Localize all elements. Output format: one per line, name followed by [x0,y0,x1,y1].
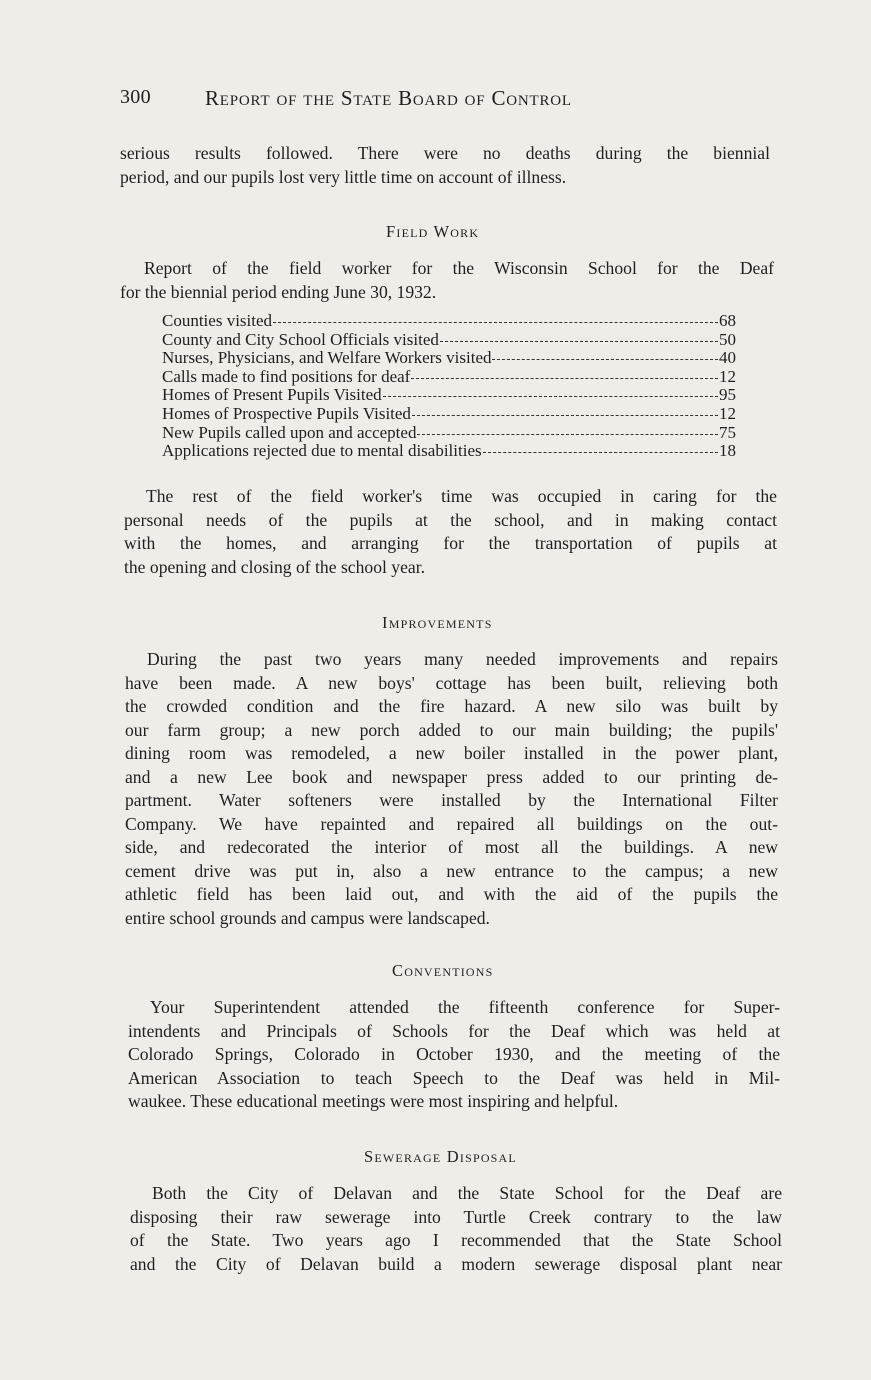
field-work-intro [120,257,774,304]
text-line: Report of the field worker for the Wisconsin School for the Deaf [144,258,774,278]
text-line: the opening and closing of the school year. [124,556,425,577]
text-line: The rest of the field worker's time was occupied in caring for the [146,486,777,506]
text-line: of the State. Two years ago I recommended that the State School [130,1230,782,1250]
text-line: Colorado Springs, Colorado in October 1930, and the meeting of the [128,1044,780,1064]
leader-dots [411,378,718,379]
leader-dots [440,341,718,342]
stat-label: Counties visited [162,311,273,330]
stat-label: New Pupils called upon and accepted [162,422,417,442]
text-line: Your Superintendent attended the fifteenth conference for Super- [150,997,780,1017]
stat-row [162,331,736,350]
text-line: have been made. A new boys' cottage has been built, relieving both [125,672,778,693]
sewerage-paragraph [130,1182,782,1276]
leader-dots [483,452,718,453]
stat-label: Homes of Present Pupils Visited [162,385,382,405]
stat-label: Homes of Prospective Pupils Visited [162,403,411,423]
stat-label: Calls made to find positions for deaf [162,366,411,386]
stat-label: County and City School Officials visited [162,329,439,349]
section-heading-field-work: Field Work [386,222,480,241]
stat-value: 95 [719,385,736,405]
leader-dots [383,396,718,397]
text-line: dining room was remodeled, a new boiler installed in the power plant, [125,743,778,763]
stat-row [162,349,736,368]
text-line: partment. Water softeners were installed by the International Filter [125,790,778,810]
field-work-statistics [162,312,736,461]
stat-row [162,368,736,387]
leader-dots [273,322,718,323]
stat-value: 68 [719,311,736,330]
improvements-paragraph [125,648,778,930]
stat-value: 12 [719,403,736,423]
page-header [120,86,690,116]
section-heading-improvements: Improvements [382,613,493,632]
text-line: serious results followed. There were no deaths during the biennial [120,143,770,163]
stat-value: 40 [719,348,736,368]
stat-label: Nurses, Physicians, and Welfare Workers visited [162,348,492,368]
section-heading-sewerage-disposal: Sewerage Disposal [364,1147,517,1166]
section-heading-conventions: Conventions [392,961,494,980]
field-work-followup [124,485,777,579]
text-line: disposing their raw sewerage into Turtle Creek contrary to the law [130,1206,782,1227]
text-line: period, and our pupils lost very little time on account of illness. [120,166,567,187]
leader-dots [417,434,718,435]
text-line: During the past two years many needed improvements and repairs [147,649,778,669]
text-line: Both the City of Delavan and the State School for the Deaf are [152,1183,782,1203]
stat-label: Applications rejected due to mental disabilities [162,441,482,461]
leader-dots [492,359,718,360]
stat-value: 75 [719,422,736,442]
conventions-paragraph [128,996,780,1114]
stat-row [162,312,736,331]
text-line: cement drive was put in, also a new entrance to the campus; a new [125,860,778,881]
text-line: entire school grounds and campus were landscaped. [125,907,490,928]
intro-paragraph [120,142,770,189]
text-line: for the biennial period ending June 30, 1932. [120,281,437,302]
text-line: the crowded condition and the fire hazard. A new silo was built by [125,696,778,716]
running-title: Report of the State Board of Control [205,86,572,110]
text-line: waukee. These educational meetings were most inspiring and helpful. [128,1091,619,1111]
stat-value: 50 [719,329,736,349]
text-line: with the homes, and arranging for the transportation of pupils at [124,533,777,553]
stat-row [162,442,736,461]
stat-value: 18 [719,441,736,461]
page-number: 300 [120,86,151,108]
text-line: and a new Lee book and newspaper press added to our printing de- [125,766,778,787]
stat-value: 12 [719,366,736,386]
stat-row [162,424,736,443]
text-line: our farm group; a new porch added to our main building; the pupils' [125,719,778,740]
text-line: intendents and Principals of Schools for the Deaf which was held at [128,1020,780,1041]
leader-dots [412,415,718,416]
text-line: side, and redecorated the interior of most all the buildings. A new [125,837,778,857]
text-line: athletic field has been laid out, and with the aid of the pupils the [125,884,778,904]
text-line: personal needs of the pupils at the school, and in making contact [124,509,777,530]
text-line: American Association to teach Speech to the Deaf was held in Mil- [128,1067,780,1088]
text-line: and the City of Delavan build a modern sewerage disposal plant near [130,1253,782,1274]
stat-row [162,405,736,424]
text-line: Company. We have repainted and repaired all buildings on the out- [125,813,778,834]
stat-row [162,386,736,405]
